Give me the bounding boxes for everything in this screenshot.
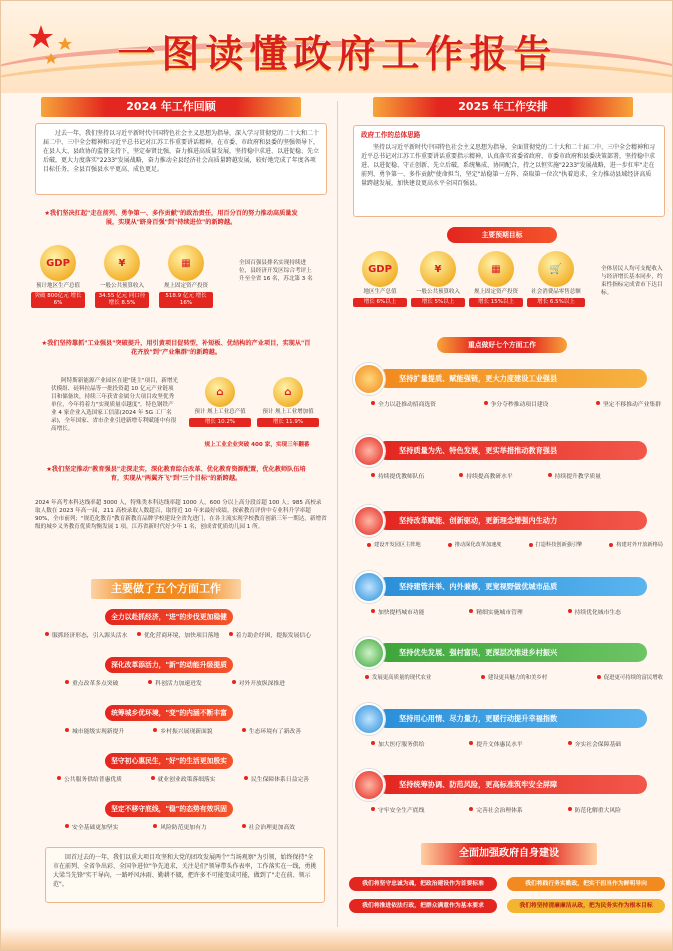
stat-revenue <box>95 245 149 308</box>
focus-card-title: 坚持建管并举、内外兼修，更宽视野做优城市品质 <box>377 577 647 596</box>
focus-card-items <box>371 739 621 748</box>
list-item: 打造科技创新强引擎 <box>529 541 583 548</box>
work-group-title: 深化改革添活力，"新"的动能升级提质 <box>105 657 233 673</box>
target-retail <box>527 251 585 307</box>
stat-value: 增长 10.2% <box>189 418 251 427</box>
industry-output <box>189 377 251 427</box>
overall-idea-title: 政府工作的总体思路 <box>361 131 421 139</box>
page-title: 一图读懂政府工作报告 <box>117 32 558 76</box>
list-item: 促进更可持续的富民增收 <box>597 673 663 681</box>
focus-card-items <box>371 471 601 480</box>
self-building-item: 我们将坚持清廉廉洁从政，把为民务实作为根本目标 <box>507 899 665 913</box>
school-icon <box>353 435 385 467</box>
work-group-title: 坚定不移守底线，"稳"的态势有效巩固 <box>105 801 233 817</box>
money-bag-icon: ¥ <box>420 251 456 287</box>
review-highlight-1: ★我们坚决扛起"走在前列、勇争第一、多作贡献"的政治责任，用百分百的努力推动高质量发展，实现从"跻身百强"到"持续进位"的新跨越。 <box>44 210 298 226</box>
stat-value: 突破 800亿元 增长 6% <box>31 292 85 308</box>
list-item: 建设更具魅力的和美乡村 <box>481 673 547 681</box>
farm-icon <box>353 637 385 669</box>
target-gdp <box>353 251 407 307</box>
stat-gdp <box>31 245 85 308</box>
stat-label: 规上固定资产投资 <box>163 283 208 289</box>
list-item: 全力以赴推动招商选资 <box>371 399 436 408</box>
list-item: 夯实社会保障基础 <box>568 739 621 748</box>
self-building-item: 我们将推进依法行政，把群众满意作为基本要求 <box>349 899 497 913</box>
list-item: 精细实施城市管理 <box>469 607 522 616</box>
list-item: 生态环境有了新改善 <box>242 726 301 735</box>
self-building-item: 我们将坚守忠诚为魂，把政治建设作为首要标准 <box>349 877 497 891</box>
section-title-work: 主要做了五个方面工作 <box>91 579 241 599</box>
list-item: 民生保障体系日益完善 <box>244 774 309 783</box>
focus-card-title: 坚持质量为先、特色发展，更实举措推动教育强县 <box>377 441 647 460</box>
list-item: 构建对外开放新格局 <box>609 541 663 548</box>
work-group-items <box>57 774 309 783</box>
target-label: 一般公共预算收入 <box>415 289 460 295</box>
work-group-items <box>45 630 311 639</box>
gdp-icon: GDP <box>40 245 76 281</box>
target-value: 增长 6.5%以上 <box>527 298 585 307</box>
ranking-note: 全国百强县排名实现持续进位，县经济开发区综合考评上升至全省 16 名，苏北第 3 名 <box>239 260 313 282</box>
focus-card-items <box>367 541 663 548</box>
city-icon <box>353 571 385 603</box>
review-intro: 过去一年，我们坚持以习近平新时代中国特色社会主义思想为指导，深入学习贯彻党的二十大和二十届二中、三中全会精神和习近平总书记对江苏工作重要讲话精神，在市委、市政府和县委的坚强领导下，在县人大、县政协的监督支持下，坚定奉贤比强，奋力推进高质量发展，坚持稳中求进、以进促稳、先立后破，更大力度落实"2233"发展战略，奋力推动全县经济社会高质量跨越发展，较好地完成了年度各项目标任务，全县百强县水平更高、成色更足。 <box>35 123 327 195</box>
focus-title: 重点做好七个方面工作 <box>437 337 567 353</box>
family-icon <box>353 703 385 735</box>
review-highlight-2: ★我们坚持靠抓"工业强县"突破提升，用引黄项目促转型，补短板、优结构的产业项目，实现从"百花齐放"到"产业集群"的新跨越。 <box>41 340 311 356</box>
focus-card-items <box>365 673 663 681</box>
factory-icon: ⌂ <box>273 377 303 407</box>
focus-card-industry <box>353 363 665 423</box>
stat-investment <box>159 245 213 308</box>
list-item: 持续提高教研水平 <box>459 471 512 480</box>
shield-icon <box>353 769 385 801</box>
building-icon: ▦ <box>168 245 204 281</box>
industry-value-added <box>257 377 319 427</box>
stat-label: 预计地区生产总值 <box>35 283 80 289</box>
section-title-plan: 2025 年工作安排 <box>373 97 633 117</box>
focus-card-title: 坚持用心用情、尽力量力，更暖行动提升幸福指数 <box>377 709 647 728</box>
targets-row <box>353 251 585 307</box>
list-item: 持续提优教师队伍 <box>371 471 424 480</box>
list-item: 防范化解重大风险 <box>568 805 621 814</box>
focus-card-wellbeing <box>353 703 665 763</box>
column-divider <box>337 101 338 931</box>
list-item: 风险防范更加有力 <box>153 822 206 831</box>
focus-card-safety <box>353 769 665 829</box>
focus-card-title: 坚持优先发展、强村富民，更深层次推进乡村振兴 <box>377 643 647 662</box>
list-item: 加快提档城市功能 <box>371 607 424 616</box>
list-item: 守牢安全生产底线 <box>371 805 424 814</box>
self-building-title: 全面加强政府自身建设 <box>421 843 597 865</box>
focus-card-items <box>371 607 621 616</box>
review-highlight-3: ★我们坚定推动"教育强县"走深走实，深化教育综合改革、优化教育资源配置，优化教师队伍培育，实现从"两翼齐飞"到"三个目标"的新跨越。 <box>46 466 306 482</box>
target-value: 增长 15%以上 <box>469 298 523 307</box>
focus-card-city <box>353 571 665 631</box>
focus-card-education <box>353 435 665 495</box>
money-bag-icon: ¥ <box>104 245 140 281</box>
list-item: 优化营商环境，加快项目落地 <box>137 630 219 639</box>
list-item: 坚定不移推动产业集群 <box>596 399 661 408</box>
focus-card-reform <box>353 505 665 565</box>
list-item: 持续优化城市生态 <box>568 607 621 616</box>
list-item: 完善社会治理体系 <box>469 805 522 814</box>
list-item: 服抓经济形态，引入源头活水 <box>45 630 127 639</box>
list-item: 着力助企纾困，提振发展信心 <box>229 630 311 639</box>
list-item: 提升文体惠民水平 <box>469 739 522 748</box>
list-item: 争分夺秒推动项目建设 <box>484 399 549 408</box>
work-group-title: 统筹城乡优环境，"变"的内涵不断丰富 <box>105 705 233 721</box>
self-building-item: 我们将践行务实勤政，把实干担当作为鲜明导向 <box>507 877 665 891</box>
stat-value: 518.9 亿元 增长 16% <box>159 292 213 308</box>
work-group-items <box>65 822 295 831</box>
target-label: 社会消费品零售总额 <box>531 289 581 295</box>
list-item: 公共服务供给普惠优质 <box>57 774 122 783</box>
focus-card-title: 坚持扩量提质、赋能强链，更大力度建设工业强县 <box>377 369 647 388</box>
list-item: 建设开发园区主阵地 <box>367 541 421 548</box>
list-item: 乡村振兴展现新面貌 <box>153 726 212 735</box>
section-title-review: 2024 年工作回顾 <box>41 97 301 117</box>
list-item: 发展更高质量的现代农业 <box>365 673 431 681</box>
overall-idea-box <box>353 125 665 217</box>
factory-icon: ⌂ <box>205 377 235 407</box>
target-label: 地区生产总值 <box>363 289 397 295</box>
target-value: 增长 6%以上 <box>353 298 407 307</box>
overall-idea-text: 坚持以习近平新时代中国特色社会主义思想为指导，全面贯彻党的二十大和二十届二中、三中全会精神和习近平总书记对江苏工作重要讲话重要指示精神，认真落实省委省政府、市委市政府和县委决策部署，坚持稳中求进、以进促稳、守正创新、先立后破，系统集成、协同配合，持之以恒实施"2233"发展战略，进一步扛牢"走在前列、勇争第一、多作贡献"使命担当，坚定"站稳第一方阵、奋取第一位次"执着追求，全力推动县域经济高质量跨越发展，加快建设更高水平全国百强县。 <box>361 144 656 187</box>
work-group-title: 坚守初心惠民生，"好"的生活更加殷实 <box>105 753 233 769</box>
list-item: 对外开放纵深推进 <box>232 678 285 687</box>
target-label: 规上固定资产投资 <box>473 289 518 295</box>
focus-card-rural <box>353 637 665 697</box>
list-item: 就业创业政策落细落实 <box>151 774 216 783</box>
stat-label: 预计 规上工业总产值 <box>194 409 246 415</box>
industry-note: 规上工业企业突破 400 家，实现三年翻番 <box>204 442 310 448</box>
focus-card-title: 坚持改革赋能、创新驱动，更新理念增强内生动力 <box>377 511 647 530</box>
focus-card-items <box>371 805 621 814</box>
list-item: 社会治理更加高效 <box>242 822 295 831</box>
list-item: 加大医疗服务供给 <box>371 739 424 748</box>
stat-label: 一般公共预算收入 <box>99 283 144 289</box>
industry-stats <box>189 377 319 427</box>
building-icon: ▦ <box>478 251 514 287</box>
list-item: 推动深化改革加速度 <box>448 541 502 548</box>
stats-row <box>31 245 213 308</box>
list-item: 重点改革多点突破 <box>65 678 118 687</box>
list-item: 安全基础更加坚实 <box>65 822 118 831</box>
shopping-cart-icon: 🛒 <box>538 251 574 287</box>
focus-card-items <box>371 399 661 408</box>
factory-icon <box>353 363 385 395</box>
list-item: 科创活力加速迸发 <box>148 678 201 687</box>
header-banner <box>1 1 673 93</box>
gdp-icon: GDP <box>362 251 398 287</box>
target-value: 增长 5%以上 <box>411 298 465 307</box>
review-closing: 回首过去的一年，我们以重大项目攻坚和大党的团攻发展两个"当场观察"为引领，始终保持"全市在前列、全省争出彩、全国争进位"争先追求，关注是们"领导带头作表率，工作落实在一线，勇挑大梁当先锋"实干导向，一路呼风沐雨、勤耕不辍，把许多不可能变成可能，做到了"走在前、领示范"。 <box>45 847 325 903</box>
gear-icon <box>353 505 385 537</box>
footer-decor <box>1 927 673 951</box>
target-investment <box>469 251 523 307</box>
work-group-title: 全力以赴抓经济，"进"的步伐更加稳健 <box>105 609 233 625</box>
work-group-items <box>65 726 301 735</box>
industry-text: 阿特斯新能源产业园区在建"链主"项目，新增光伏模组、硅料拉晶等一批投资超 10 亿元产业链项目和储备块，持续三年获省金属分大项目攻坚优秀单位，今年将着力"实现质量卓越度"，特色钢铁产业 4 家企业入选国家工信部(2024 年 5G 工厂名录)，全年国家、省市企业引进新增专利赋能中有很高增长。 <box>51 378 179 432</box>
list-item: 城市能级实现新提升 <box>65 726 124 735</box>
work-group-items <box>65 678 285 687</box>
stat-label: 预计 规上工业增加值 <box>262 409 314 415</box>
education-text: 2024 年高考本科达线率超 3000 人，特殊类本科达线率超 1000 人，600 分以上高分段首超 100 人；985 高校录取人数在 2023 年高一届，211 高校录取人数超百，取得近 10 年来最好成绩。探索教育评价中专业科升学率超 90%，全市前列；"规范化教育"教育新教育品牌学校建设全省先进门，在各主流实现学校教育创新三年一期达，新增省级的城乡义务教育优质均衡发展 1 项，江苏省新时代好少年 1 名，创成省优质幼儿园 1 所。 <box>35 500 327 530</box>
stat-value: 增长 11.9% <box>257 418 319 427</box>
list-item: 持续提升教学质量 <box>548 471 601 480</box>
targets-note: 全体居民人均可支配收入与经济增长基本同步，约束性指标完成省市下达目标。 <box>601 266 663 296</box>
stat-value: 34.55 亿元 同口径增长 8.5% <box>95 292 149 308</box>
focus-card-title: 坚持统筹协调、防范风险，更高标准筑牢安全屏障 <box>377 775 647 794</box>
targets-title: 主要预期目标 <box>447 227 557 243</box>
target-revenue <box>411 251 465 307</box>
